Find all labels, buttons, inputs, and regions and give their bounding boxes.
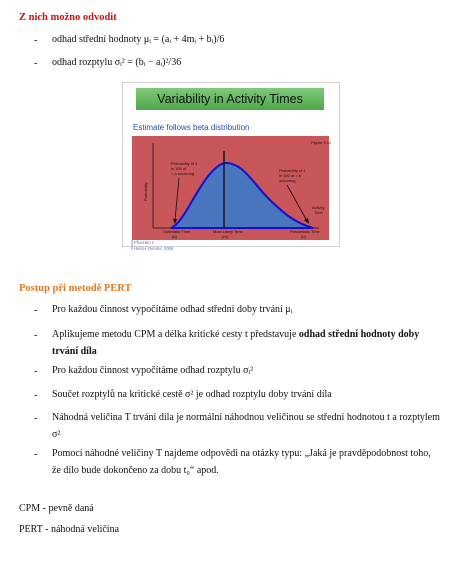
section-heading-pert: Postup při metodě PERT	[19, 283, 132, 294]
bullet-dash: -	[34, 390, 38, 401]
pert-step-cpm: Aplikujeme metodu CPM a délka kritické cesty t představuje odhad střední hodnoty doby trvání díla	[52, 329, 420, 357]
pert-note: PERT - náhodná veličina	[19, 524, 120, 535]
probability-left-label: Probability of 1 in 100 of < a occurring	[171, 161, 198, 176]
section-heading-derive: Z nich možno odvodit	[19, 12, 117, 23]
source-text: Převzato z Heizer, Render, 2008	[134, 240, 174, 251]
bullet-dash: -	[34, 35, 38, 46]
pert-step-probability: Pomocí náhodné veličiny T najdeme odpovědi na otázky typu: „Jaká je pravděpodobnost toho, že dílo bude dokončeno za dobu t₀“ apod.	[52, 448, 431, 476]
bullet-dash: -	[34, 449, 38, 460]
bullet-dash: -	[34, 305, 38, 316]
pert-step-random-variable: Náhodná veličina T trvání díla je normální náhodnou veličinou se střední hodnotou t a rozptylem σ²	[52, 412, 440, 440]
bullet-dash: -	[34, 413, 38, 424]
cpm-note: CPM - pevně daná	[19, 503, 94, 514]
bullet-dash: -	[34, 330, 38, 341]
slide-subtitle: Estimate follows beta distribution	[133, 123, 250, 132]
activity-time-label: Activity Time	[312, 205, 325, 215]
variance-estimate-formula: odhad rozptylu σᵢ² = (bᵢ − aᵢ)²/36	[52, 57, 182, 68]
pert-step-variance: Pro každou činnost vypočítáme odhad rozptylu σᵢ²	[52, 365, 254, 376]
most-likely-time-label: Most Likely Time (m)	[213, 229, 243, 239]
y-axis-label: Probability	[143, 182, 148, 201]
mean-estimate-formula: odhad střední hodnoty μᵢ = (aᵢ + 4mᵢ + bᵢ)/6	[52, 34, 225, 45]
figure-label: Figure 3.12	[311, 140, 332, 145]
optimistic-time-label: Optimistic Time (a)	[163, 229, 191, 239]
pessimistic-time-label: Pessimistic Time (b)	[290, 229, 320, 239]
pert-step-sum-variance: Součet rozptylů na kritické cestě σ² je odhad rozptylu doby trvání díla	[52, 389, 332, 400]
pert-step-mean: Pro každou činnost vypočítáme odhad střední doby trvání μᵢ	[52, 304, 293, 315]
bullet-dash: -	[34, 58, 38, 69]
bullet-dash: -	[34, 366, 38, 377]
slide-title: Variability in Activity Times	[136, 88, 324, 110]
probability-right-label: Probability of 1 in 100 of > b occurring	[279, 168, 306, 183]
